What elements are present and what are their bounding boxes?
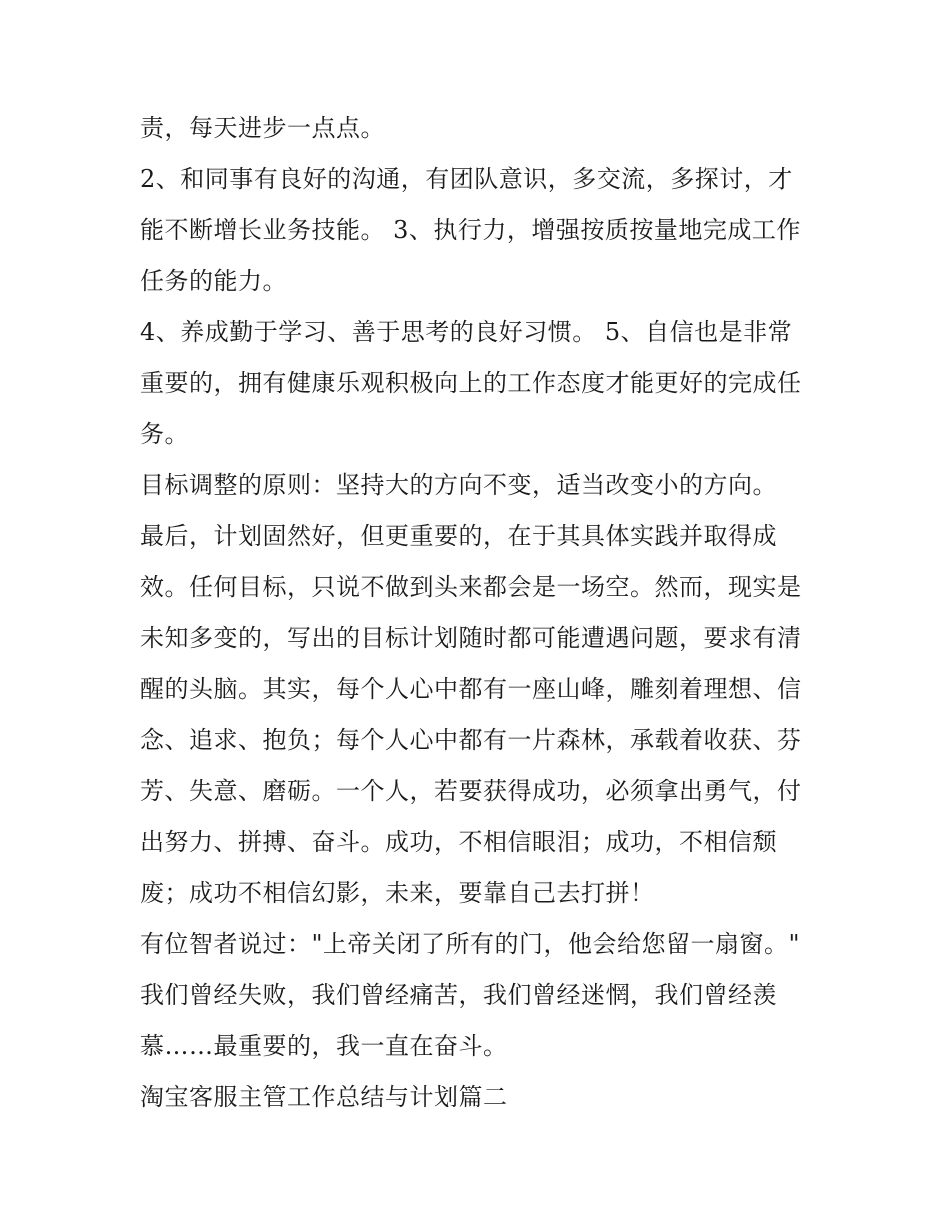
- section-heading: 淘宝客服主管工作总结与计划篇二: [140, 1083, 508, 1111]
- text-line: 芳、失意、磨砺。一个人，若要获得成功，必须拿出勇气，付: [140, 777, 802, 805]
- text-line: 效。任何目标，只说不做到头来都会是一场空。然而，现实是: [140, 573, 802, 601]
- text-line: 重要的，拥有健康乐观积极向上的工作态度才能更好的完成任: [140, 369, 802, 397]
- text-line: 责，每天进步一点点。: [140, 114, 385, 142]
- text-line: 废；成功不相信幻影，未来，要靠自己去打拼！: [140, 879, 655, 907]
- text-line: 慕……最重要的，我一直在奋斗。: [140, 1032, 508, 1060]
- text-line: 念、追求、抱负；每个人心中都有一片森林，承载着收获、芬: [140, 726, 802, 754]
- text-line: 2、和同事有良好的沟通，有团队意识，多交流，多探讨，才: [140, 165, 793, 193]
- document-body: [140, 103, 820, 1123]
- text-line: 我们曾经失败，我们曾经痛苦，我们曾经迷惘，我们曾经羡: [140, 981, 777, 1009]
- text-line: 务。: [140, 420, 189, 448]
- text-line: 未知多变的，写出的目标计划随时都可能遭遇问题，要求有清: [140, 624, 802, 652]
- text-line: 醒的头脑。其实，每个人心中都有一座山峰，雕刻着理想、信: [140, 675, 802, 703]
- text-line: 出努力、拼搏、奋斗。成功，不相信眼泪；成功，不相信颓: [140, 828, 777, 856]
- text-line: 能不断增长业务技能。 3、执行力，增强按质按量地完成工作: [140, 216, 801, 244]
- text-line: 最后，计划固然好，但更重要的，在于其具体实践并取得成: [140, 522, 777, 550]
- text-line: 4、养成勤于学习、善于思考的良好习惯。 5、自信也是非常: [140, 318, 793, 346]
- text-line: 任务的能力。: [140, 267, 287, 295]
- text-line: 有位智者说过："上帝关闭了所有的门，他会给您留一扇窗。": [140, 930, 801, 958]
- text-line: 目标调整的原则：坚持大的方向不变，适当改变小的方向。: [140, 471, 777, 499]
